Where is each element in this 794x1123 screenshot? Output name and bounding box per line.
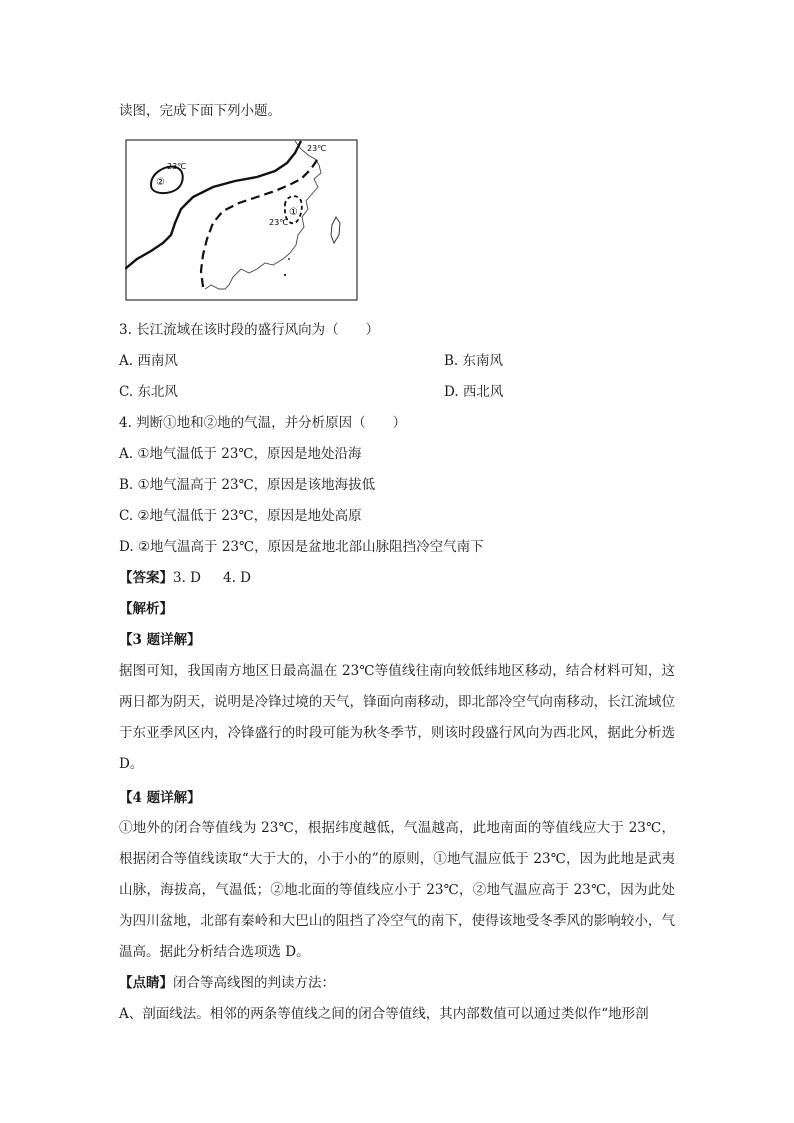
q3-option-d: D. 西北风 <box>444 384 504 400</box>
analysis-heading <box>119 599 173 619</box>
q3-stem: 3. 长江流域在该时段的盛行风向为（ ） <box>119 322 380 338</box>
label-iso-top: 23℃ <box>307 144 327 153</box>
island-dot <box>284 274 286 276</box>
isotherm-map <box>125 139 358 301</box>
label-iso-center: 23℃ <box>269 218 289 227</box>
map-figure <box>125 139 358 301</box>
answer-row <box>119 568 251 588</box>
tip-text: 闭合等高线图的判读方法： <box>173 975 335 991</box>
detail4-paragraph <box>119 813 675 968</box>
detail3-paragraph <box>119 656 675 780</box>
answer-label: 【答案】 <box>119 570 173 586</box>
q4-option-b: B. ①地气温高于 23℃，原因是该地海拔低 <box>119 477 376 493</box>
analysis-label: 【解析】 <box>119 601 173 617</box>
label-iso-left: 23℃ <box>167 162 187 171</box>
detail4-label: 【4 题详解】 <box>119 790 201 806</box>
q4-stem: 4. 判断①地和②地的气温，并分析原因（ ） <box>119 415 407 431</box>
q3-option-a: A. 西南风 <box>119 353 178 369</box>
q4-option-c: C. ②地气温低于 23℃，原因是地处高原 <box>119 508 362 524</box>
q3-option-b: B. 东南风 <box>444 353 504 369</box>
q3-option-c: C. 东北风 <box>119 384 178 400</box>
detail3-label: 【3 题详解】 <box>119 632 201 648</box>
q4-option-a: A. ①地气温低于 23℃，原因是地处沿海 <box>119 446 362 462</box>
mark-1: ① <box>289 207 298 218</box>
q4-option-d: D. ②地气温高于 23℃，原因是盆地北部山脉阻挡冷空气南下 <box>119 539 484 555</box>
tip-row <box>119 973 335 993</box>
mark-2: ② <box>156 177 165 188</box>
detail4-text: ①地外的闭合等值线为 23℃，根据纬度越低，气温越高，此地南面的等值线应大于 23℃，根据闭合等值线读取“大于大的，小于小的”的原则，①地气温应低于 23℃，因为此地是武夷山脉，海拔高，气温低；②地北面的等值线应小于 23℃，②地气温应高于 23℃，因为此处为四川盆地，北部有秦岭和大巴山的阻挡了冷空气的南下，使得该地受冬季风的影响较小，气温高。据此分析结合选项选 D。 <box>119 820 675 960</box>
map-frame <box>126 140 357 300</box>
answer-q3: 3. D <box>173 570 201 586</box>
tip-label: 【点睛】 <box>119 975 173 991</box>
answer-q4: 4. D <box>223 570 251 586</box>
detail4-heading <box>119 788 201 808</box>
detail3-heading <box>119 630 201 650</box>
detail3-text: 据图可知，我国南方地区日最高温在 23℃等值线往南向较低纬地区移动，结合材料可知，这两日都为阴天，说明是冷锋过境的天气，锋面向南移动，即北部冷空气向南移动，长江流域位于东亚季风区内，冷锋盛行的时段可能为秋冬季节，则该时段盛行风向为西北风，据此分析选 D。 <box>119 663 675 772</box>
tip-method-a: A、剖面线法。相邻的两条等值线之间的闭合等值线，其内部数值可以通过类似作“地形剖 <box>119 1006 649 1022</box>
intro-text: 读图，完成下面下列小题。 <box>119 103 281 119</box>
island-dot <box>288 258 290 260</box>
